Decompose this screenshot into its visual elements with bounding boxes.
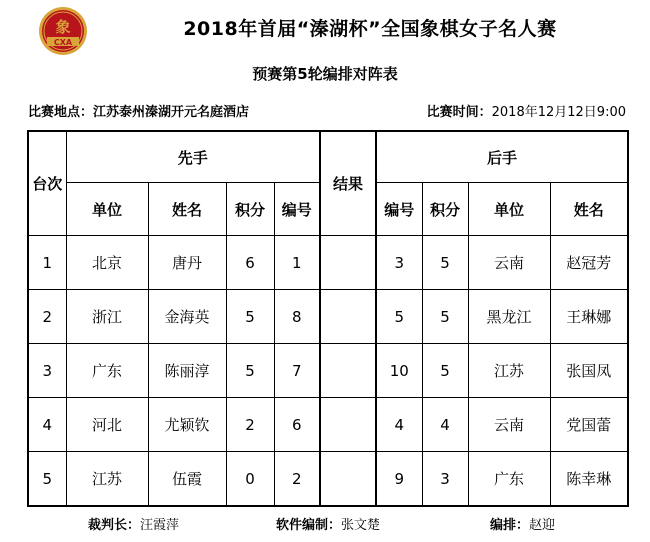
first-score-cell: 6: [226, 236, 274, 290]
referee-value: 汪霞萍: [140, 518, 180, 533]
first-unit-cell: 河北: [66, 398, 148, 452]
header-second-name: 姓名: [550, 183, 628, 236]
arranger-label: 编排：: [490, 518, 530, 533]
result-cell: [320, 236, 376, 290]
table-number-cell: 2: [28, 290, 66, 344]
page-title: 2018年首届“溱湖杯”全国象棋女子名人赛: [183, 18, 557, 40]
table-number-cell: 4: [28, 398, 66, 452]
table-row: [28, 344, 628, 398]
first-unit-cell: 北京: [66, 236, 148, 290]
header-second-number: 编号: [376, 183, 422, 236]
header-second-unit: 单位: [468, 183, 550, 236]
header-row-top: [28, 131, 628, 183]
header-second: 后手: [376, 131, 628, 183]
second-score-cell: 5: [422, 344, 468, 398]
first-name-cell: 伍霞: [148, 452, 226, 507]
second-name-cell: 赵冠芳: [550, 236, 628, 290]
first-score-cell: 5: [226, 290, 274, 344]
footer-referee: [88, 514, 179, 533]
header-first-number: 编号: [274, 183, 320, 236]
first-score-cell: 2: [226, 398, 274, 452]
result-cell: [320, 452, 376, 507]
first-unit-cell: 浙江: [66, 290, 148, 344]
second-unit-cell: 广东: [468, 452, 550, 507]
second-number-cell: 5: [376, 290, 422, 344]
second-unit-cell: 黑龙江: [468, 290, 550, 344]
header-round: 台次: [28, 131, 66, 236]
second-number-cell: 9: [376, 452, 422, 507]
header-first-name: 姓名: [148, 183, 226, 236]
second-number-cell: 10: [376, 344, 422, 398]
first-name-cell: 唐丹: [148, 236, 226, 290]
footer-software: [276, 514, 380, 533]
first-score-cell: 0: [226, 452, 274, 507]
second-score-cell: 3: [422, 452, 468, 507]
software-label: 软件编制：: [276, 518, 342, 533]
logo-symbol: 象: [55, 18, 71, 36]
first-name-cell: 陈丽淳: [148, 344, 226, 398]
first-name-cell: 尤颖钦: [148, 398, 226, 452]
header-first-unit: 单位: [66, 183, 148, 236]
second-name-cell: 党国蕾: [550, 398, 628, 452]
time-text: [427, 101, 626, 120]
result-cell: [320, 344, 376, 398]
header-second-score: 积分: [422, 183, 468, 236]
table-number-cell: 3: [28, 344, 66, 398]
table-row: [28, 452, 628, 507]
table-row: [28, 236, 628, 290]
first-number-cell: 8: [274, 290, 320, 344]
second-name-cell: 王琳娜: [550, 290, 628, 344]
logo-text: CXA: [53, 38, 73, 47]
second-score-cell: 5: [422, 236, 468, 290]
first-number-cell: 6: [274, 398, 320, 452]
first-name-cell: 金海英: [148, 290, 226, 344]
venue-text: 比赛地点：江苏泰州溱湖开元名庭酒店: [28, 105, 250, 120]
second-unit-cell: 云南: [468, 398, 550, 452]
second-score-cell: 4: [422, 398, 468, 452]
table-row: [28, 290, 628, 344]
time-label: 比赛时间：: [426, 105, 492, 120]
second-name-cell: 张国凤: [550, 344, 628, 398]
table-number-cell: 5: [28, 452, 66, 507]
first-unit-cell: 江苏: [66, 452, 148, 507]
footer-arranger: [490, 514, 555, 533]
first-number-cell: 1: [274, 236, 320, 290]
second-number-cell: 3: [376, 236, 422, 290]
table-row: [28, 398, 628, 452]
referee-label: 裁判长：: [88, 518, 141, 533]
software-value: 张文楚: [341, 518, 381, 533]
header-result: 结果: [320, 131, 376, 236]
second-name-cell: 陈幸琳: [550, 452, 628, 507]
first-unit-cell: 广东: [66, 344, 148, 398]
cxa-logo: [38, 6, 88, 56]
second-unit-cell: 云南: [468, 236, 550, 290]
table-number-cell: 1: [28, 236, 66, 290]
result-cell: [320, 398, 376, 452]
second-score-cell: 5: [422, 290, 468, 344]
result-cell: [320, 290, 376, 344]
header-first: 先手: [66, 131, 320, 183]
page-subtitle: 预赛第5轮编排对阵表: [252, 65, 398, 83]
pairing-table: [27, 130, 629, 507]
second-number-cell: 4: [376, 398, 422, 452]
time-value: 2018年12月12日9:00: [491, 105, 626, 120]
first-number-cell: 2: [274, 452, 320, 507]
first-number-cell: 7: [274, 344, 320, 398]
header-first-score: 积分: [226, 183, 274, 236]
first-score-cell: 5: [226, 344, 274, 398]
arranger-value: 赵迎: [529, 518, 556, 533]
second-unit-cell: 江苏: [468, 344, 550, 398]
